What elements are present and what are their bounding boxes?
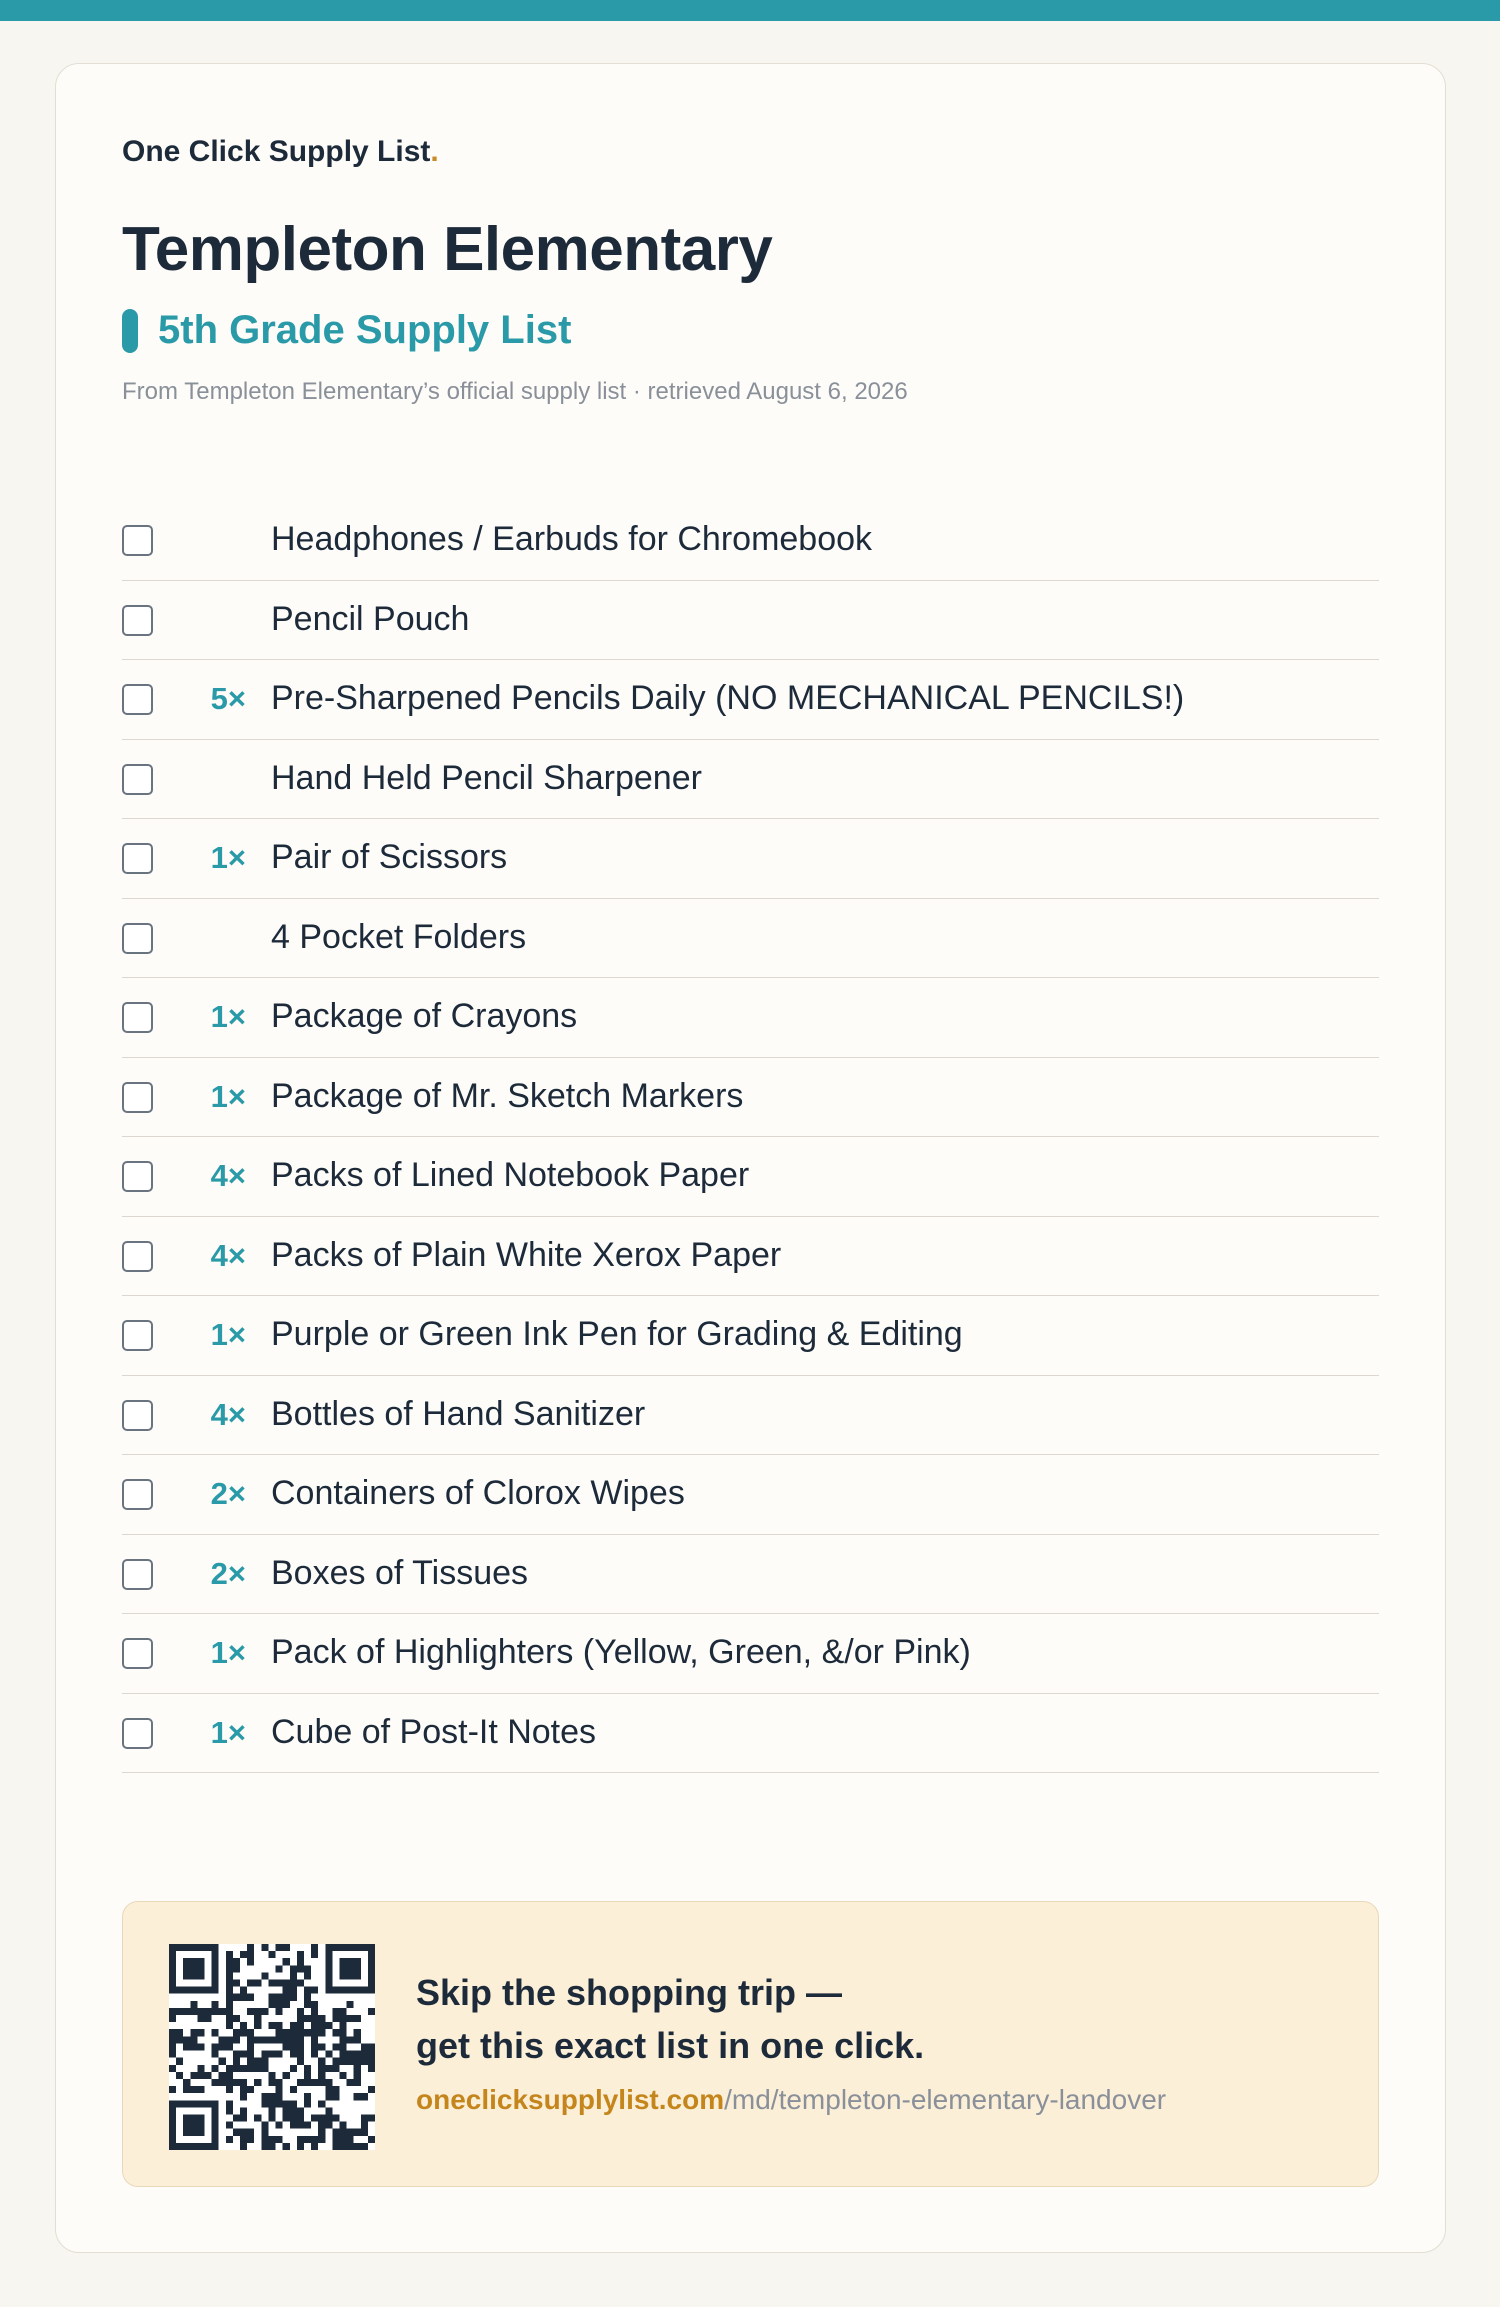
list-item: [122, 581, 1379, 661]
item-name: Purple or Green Ink Pen for Grading & Editing: [271, 1315, 963, 1353]
promo-headline: [416, 1966, 924, 2072]
item-checkbox[interactable]: [122, 1400, 153, 1431]
item-quantity: 4×: [210, 1396, 246, 1432]
grade-heading: [122, 308, 571, 353]
list-item: [122, 1296, 1379, 1376]
item-name: Pencil Pouch: [271, 599, 470, 638]
item-quantity: 1×: [210, 1635, 246, 1670]
item-checkbox[interactable]: [122, 1082, 153, 1113]
item-checkbox[interactable]: [122, 525, 153, 556]
item-quantity: 4×: [210, 1237, 246, 1273]
qr-code-icon[interactable]: [169, 1944, 375, 2150]
supply-list-card: [55, 63, 1446, 2253]
school-title: Templeton Elementary: [122, 215, 773, 284]
item-quantity: 2×: [210, 1476, 246, 1511]
item-checkbox[interactable]: [122, 1638, 153, 1669]
promo-url-link[interactable]: [416, 2084, 1166, 2116]
item-checkbox[interactable]: [122, 605, 153, 636]
list-item: [122, 1535, 1379, 1615]
grade-title: 5th Grade Supply List: [158, 308, 572, 352]
item-checkbox[interactable]: [122, 684, 153, 715]
item-name: Bottles of Hand Sanitizer: [271, 1394, 646, 1433]
list-item: [122, 819, 1379, 899]
item-name: Containers of Clorox Wipes: [271, 1474, 685, 1512]
list-item: [122, 1694, 1379, 1774]
promo-box: [122, 1901, 1379, 2187]
item-checkbox[interactable]: [122, 1161, 153, 1192]
grade-accent-bar: [122, 309, 138, 353]
item-name: Pair of Scissors: [271, 838, 508, 876]
item-quantity: 4×: [210, 1158, 246, 1193]
item-name: Cube of Post-It Notes: [271, 1712, 597, 1751]
item-checkbox[interactable]: [122, 923, 153, 954]
list-item: [122, 978, 1379, 1058]
item-name: Hand Held Pencil Sharpener: [271, 758, 702, 797]
list-item: [122, 1455, 1379, 1535]
item-checkbox[interactable]: [122, 1241, 153, 1272]
item-quantity: 1×: [210, 1714, 246, 1750]
source-note: From Templeton Elementary’s official supply list · retrieved August 6, 2026: [122, 378, 908, 405]
item-checkbox[interactable]: [122, 1718, 153, 1749]
item-name: Headphones / Earbuds for Chromebook: [271, 520, 873, 558]
item-name: Pack of Highlighters (Yellow, Green, &/or Pink): [271, 1633, 971, 1671]
list-item: [122, 1376, 1379, 1456]
item-name: Pre-Sharpened Pencils Daily (NO MECHANICAL PENCILS!): [271, 679, 1185, 717]
item-name: 4 Pocket Folders: [271, 917, 527, 956]
list-item: [122, 1137, 1379, 1217]
item-quantity: 1×: [210, 1078, 246, 1114]
list-item: [122, 740, 1379, 820]
item-checkbox[interactable]: [122, 1559, 153, 1590]
item-name: Packs of Lined Notebook Paper: [271, 1156, 750, 1194]
item-checkbox[interactable]: [122, 843, 153, 874]
list-item: [122, 660, 1379, 740]
brand-dot: .: [430, 135, 439, 168]
item-quantity: 5×: [210, 681, 246, 716]
list-item: [122, 899, 1379, 979]
promo-line-1: Skip the shopping trip —: [416, 1972, 842, 2013]
item-quantity: 1×: [210, 999, 246, 1034]
item-name: Packs of Plain White Xerox Paper: [271, 1235, 782, 1274]
url-domain: oneclicksupplylist.com: [416, 2084, 725, 2115]
item-name: Package of Crayons: [271, 997, 578, 1035]
item-name: Package of Mr. Sketch Markers: [271, 1076, 744, 1115]
item-quantity: 1×: [210, 840, 246, 875]
list-item: [122, 1614, 1379, 1694]
url-path: /md/templeton-elementary-landover: [724, 2084, 1167, 2115]
item-name: Boxes of Tissues: [271, 1553, 529, 1592]
item-checkbox[interactable]: [122, 764, 153, 795]
brand-logo[interactable]: [122, 135, 439, 169]
list-item: [122, 1058, 1379, 1138]
brand-name: One Click Supply List: [122, 135, 431, 168]
item-quantity: 1×: [210, 1317, 246, 1352]
top-accent-bar: [0, 0, 1500, 21]
list-item: [122, 1217, 1379, 1297]
list-item: [122, 501, 1379, 581]
item-checkbox[interactable]: [122, 1002, 153, 1033]
item-quantity: 2×: [210, 1555, 246, 1591]
supply-list: [122, 501, 1379, 1773]
item-checkbox[interactable]: [122, 1479, 153, 1510]
promo-line-2: get this exact list in one click.: [416, 2025, 925, 2066]
item-checkbox[interactable]: [122, 1320, 153, 1351]
